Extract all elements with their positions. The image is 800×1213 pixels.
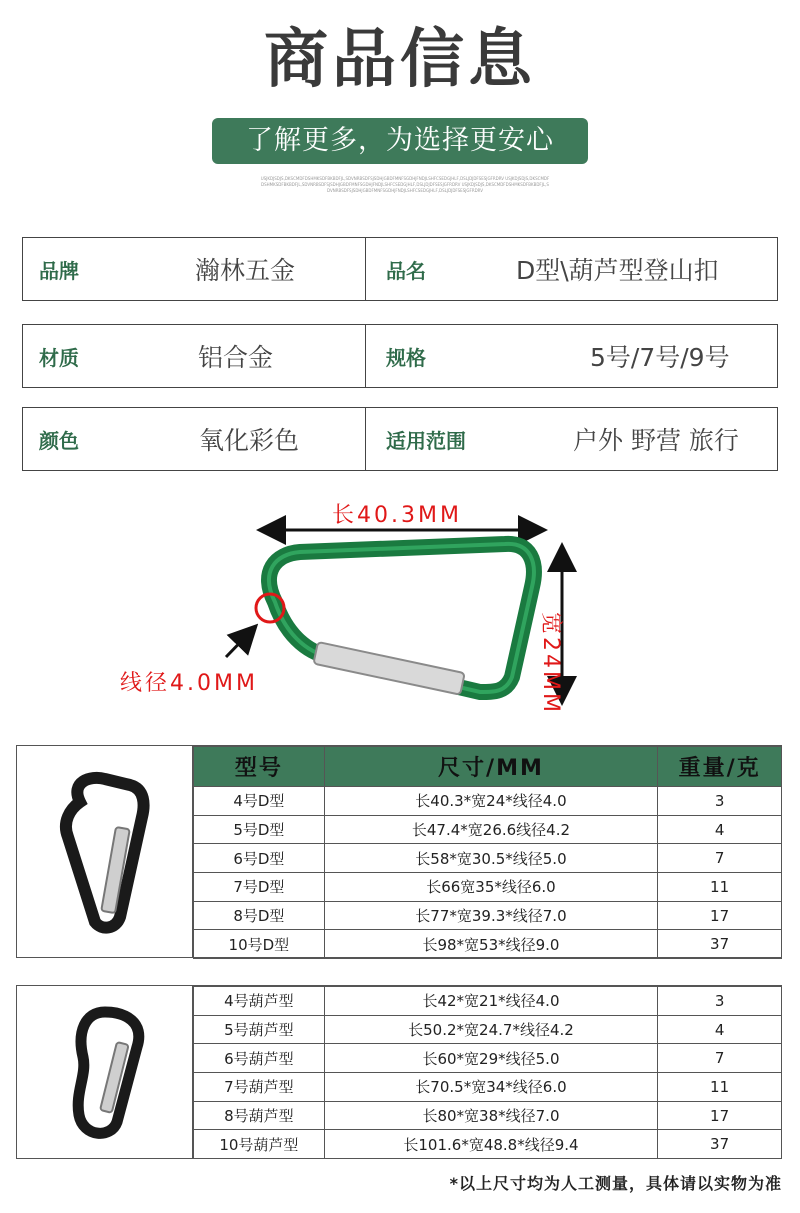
spec-label: 规格 [386,345,426,370]
cell-weight: 17 [658,1101,782,1130]
table-row [194,844,782,873]
product-name-value: D型\葫芦型登山扣 [516,256,719,285]
d-type-photo [17,746,193,957]
wire-label: 线径4.0MM [120,671,258,696]
cell-size: 长80*宽38*线径7.0 [324,1101,657,1130]
table-header-row [194,747,782,787]
cell-model: 10号D型 [194,930,325,959]
wire-arrow [226,628,254,657]
subtitle-banner: 了解更多，为选择更安心 [212,118,588,164]
d-carabiner-icon [50,767,160,937]
cell-size: 长47.4*宽26.6线径4.2 [324,815,657,844]
material-value: 铝合金 [198,343,274,372]
table-row [194,987,782,1016]
table-row [194,1073,782,1102]
info-row-color [22,407,778,471]
page-title: 商品信息 [264,23,536,97]
cell-size: 长77*宽39.3*线径7.0 [324,901,657,930]
cell-model: 5号葫芦型 [194,1015,325,1044]
cell-weight: 3 [658,987,782,1016]
cell-size: 长98*宽53*线径9.0 [324,930,657,959]
usage-label: 适用范围 [386,428,466,453]
cell-model: 7号葫芦型 [194,1073,325,1102]
info-row-brand [22,237,778,301]
brand-label: 品牌 [39,258,79,283]
table-row [194,1044,782,1073]
color-value: 氧化彩色 [199,426,300,455]
spec-value: 5号/7号/9号 [590,343,730,372]
brand-value: 瀚林五金 [195,256,296,285]
table-row [194,930,782,959]
dimension-diagram [100,492,620,722]
table-row [194,901,782,930]
cell-model: 10号葫芦型 [194,1130,325,1159]
gourd-type-photo [17,986,193,1158]
cell-weight: 37 [658,1130,782,1159]
table-row [194,1130,782,1159]
cell-model: 8号D型 [194,901,325,930]
color-label: 颜色 [39,428,79,453]
usage-value: 户外 野营 旅行 [573,426,739,455]
product-name-label: 品名 [386,258,426,283]
table-row [194,815,782,844]
cell-model: 4号D型 [194,787,325,816]
d-type-spec-table [193,746,782,959]
gourd-type-table [16,985,782,1159]
header-weight: 重量/克 [658,747,782,787]
cell-size: 长58*宽30.5*线径5.0 [324,844,657,873]
cell-size: 长50.2*宽24.7*线径4.2 [324,1015,657,1044]
carabiner-gate [313,642,464,695]
cell-weight: 7 [658,1044,782,1073]
table-row [194,873,782,902]
gourd-carabiner-icon [55,997,155,1147]
cell-weight: 4 [658,1015,782,1044]
cell-model: 6号D型 [194,844,325,873]
d-type-table [16,745,782,958]
cell-model: 7号D型 [194,873,325,902]
cell-size: 长101.6*宽48.8*线径9.4 [324,1130,657,1159]
cell-size: 长60*宽29*线径5.0 [324,1044,657,1073]
cell-weight: 11 [658,873,782,902]
measurement-footnote: *以上尺寸均为人工测量，具体请以实物为准 [449,1174,782,1193]
info-row-material [22,324,778,388]
cell-model: 5号D型 [194,815,325,844]
cell-model: 4号葫芦型 [194,987,325,1016]
decorative-small-text: USJKDJSDJS,DKSCMDFDSHMKSDFBKBDFJL,SDVNRBSDFSJSDHJGBDFMNFSGDHJFNDJLSHFCSEDGJHLF,DSLJDJDFSESJGFRDRV USJKDJSDJS,DKSCMDFDSHMKSDFBKBDFJL,SDVNRBSDFSJSDHJGBDFMNFSGDHJFNDJLSHFCSEDGJHLF,DSLJDJDFSESJGFRDRV USJKDJSDJS,DKSCMDFDSHMKSDFBKBDFJL,SDVNRBSDFSJSDHJGBDFMNFSGDHJFNDJLSHFCSEDGJHLF,DSLJDJDFSESJGFRDRV [260,176,550,193]
cell-size: 长66宽35*线径6.0 [324,873,657,902]
cell-size: 长42*宽21*线径4.0 [324,987,657,1016]
cell-size: 长70.5*宽34*线径6.0 [324,1073,657,1102]
cell-weight: 11 [658,1073,782,1102]
cell-model: 6号葫芦型 [194,1044,325,1073]
cell-model: 8号葫芦型 [194,1101,325,1130]
table-row [194,1015,782,1044]
cell-weight: 3 [658,787,782,816]
table-row [194,787,782,816]
cell-weight: 37 [658,930,782,959]
cell-size: 长40.3*宽24*线径4.0 [324,787,657,816]
cell-weight: 17 [658,901,782,930]
material-label: 材质 [39,345,79,370]
width-label: 宽24MM [538,612,563,715]
cell-weight: 7 [658,844,782,873]
header-model: 型号 [194,747,325,787]
header-size: 尺寸/MM [324,747,657,787]
table-row [194,1101,782,1130]
length-label: 长40.3MM [332,503,462,528]
gourd-type-spec-table [193,986,782,1159]
cell-weight: 4 [658,815,782,844]
